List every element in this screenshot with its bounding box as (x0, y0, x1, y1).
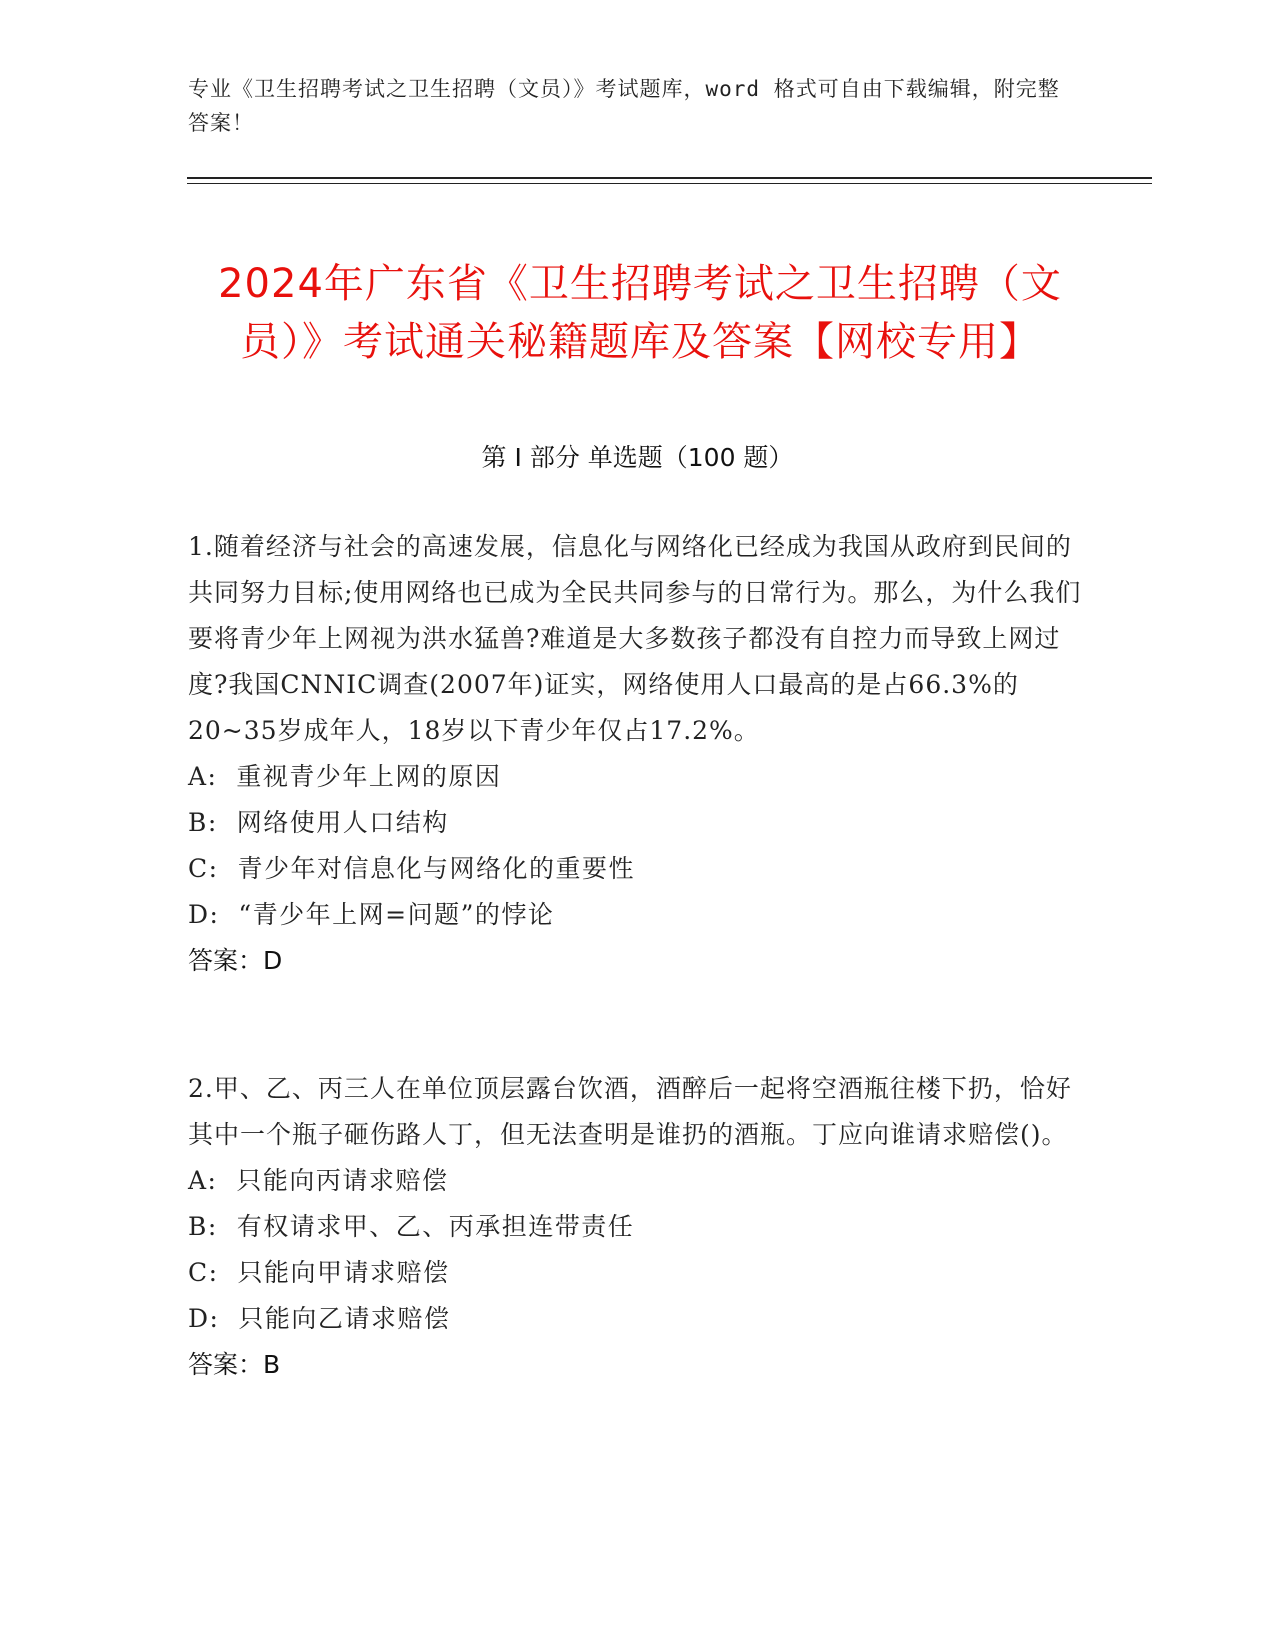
header-divider-thin (187, 183, 1152, 184)
option-d: D: “青少年上网=问题”的悖论 (188, 900, 555, 929)
question-item (188, 524, 1088, 984)
option-a: A: 只能向丙请求赔偿 (188, 1166, 449, 1195)
option-a: A: 重视青少年上网的原因 (188, 762, 502, 791)
option-c: C: 只能向甲请求赔偿 (188, 1258, 450, 1287)
answer-label: 答案：D (188, 946, 283, 975)
option-b: B: 有权请求甲、乙、丙承担连带责任 (188, 1212, 635, 1241)
question-stem: 2.甲、乙、丙三人在单位顶层露台饮酒，酒醉后一起将空酒瓶往楼下扔，恰好其中一个瓶子砸伤路人丁，但无法查明是谁扔的酒瓶。丁应向谁请求赔偿()。 (188, 1074, 1072, 1149)
answer-label: 答案：B (188, 1350, 281, 1379)
option-b: B: 网络使用人口结构 (188, 808, 449, 837)
section-heading: 第 I 部分 单选题（100 题） (481, 443, 794, 472)
option-d: D: 只能向乙请求赔偿 (188, 1304, 451, 1333)
question-stem: 1.随着经济与社会的高速发展，信息化与网络化已经成为我国从政府到民间的共同努力目标;使用网络也已成为全民共同参与的日常行为。那么，为什么我们要将青少年上网视为洪水猛兽?难道是大多数孩子都没有自控力而导致上网过度?我国CNNIC调查(2007年)证实，网络使用人口最高的是占66.3%的20~35岁成年人，18岁以下青少年仅占17.2%。 (188, 532, 1082, 745)
option-c: C: 青少年对信息化与网络化的重要性 (188, 854, 635, 883)
document-title: 2024年广东省《卫生招聘考试之卫生招聘（文员）》考试通关秘籍题库及答案【网校专用】 (218, 260, 1062, 365)
header-divider-thick (187, 177, 1152, 179)
question-item (188, 1066, 1088, 1388)
header-note: 专业《卫生招聘考试之卫生招聘（文员）》考试题库，word 格式可自由下载编辑，附完整答案！ (188, 77, 1060, 135)
